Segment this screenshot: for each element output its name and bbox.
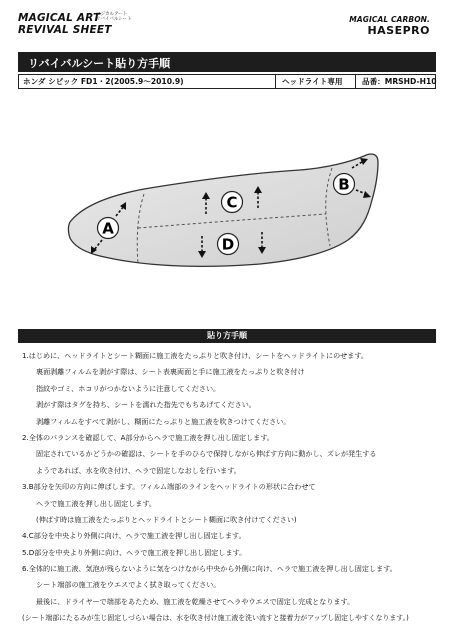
label-a xyxy=(98,218,119,239)
title-bar xyxy=(18,52,436,72)
section-title: 貼り方手順 xyxy=(207,331,247,340)
brand-left-line1: MAGICAL ART xyxy=(18,12,101,24)
instruction-line: シート端部の施工液をウエスでよく拭き取ってください。 xyxy=(36,580,221,590)
vehicle-model: ホンダ シビック FD1・2(2005.9〜2010.9) xyxy=(23,77,184,86)
instruction-line: ようであれば、水を吹き付け、ヘラで固定しなおしを行います。 xyxy=(36,465,241,475)
part-number: 品番：MRSHD-H10 xyxy=(355,75,442,88)
product-info-row xyxy=(18,74,436,89)
instruction-line: 剥離フィルムをすべて剥がし、糊面にたっぷりと施工液を吹きつけてください。 xyxy=(36,416,291,426)
label-b xyxy=(334,174,355,195)
label-c xyxy=(222,192,243,213)
brand-right-line2: HASEPRO xyxy=(367,24,430,37)
instruction-line: 裏面剥離フィルムを剥がす際は、シート表裏両面と手に施工液をたっぷりと吹き付け xyxy=(36,367,305,377)
instruction-line: 2.全体のバランスを確認して、A部分からヘラで施工液を押し出し固定します。 xyxy=(22,432,274,442)
instruction-line: (シート端部にたるみが生じ固定しづらい場合は、水を吹き付け施工液を洗い流すと接着力がアップし固定しやすくなります。) xyxy=(22,614,409,623)
instruction-line: 4.C部分を中央より外側に向け、ヘラで施工液を押し出し固定します。 xyxy=(22,531,246,541)
instruction-line: (伸ばす時は施工液をたっぷりとヘッドライトとシート糊面に吹き付けてください) xyxy=(36,514,297,524)
instruction-steps xyxy=(22,348,434,627)
brand-right-line1: MAGICAL CARBON. xyxy=(349,15,430,24)
instruction-line: 1.はじめに、ヘッドライトとシート糊面に施工液をたっぷりと吹き付け、シートをヘッドライトにのせます。 xyxy=(22,351,368,360)
brand-left-line2: REVIVAL SHEET xyxy=(18,24,112,36)
page-title: リバイバルシート貼り方手順 xyxy=(28,57,171,70)
label-c-text: C xyxy=(226,193,238,212)
magical-art-logo xyxy=(18,12,132,36)
label-d xyxy=(218,234,239,255)
instruction-line: 剥がす際はタグを持ち、シートを濡れた指先でもちあげてください。 xyxy=(36,400,256,410)
brand-left-small1: マジカルアート xyxy=(96,12,128,17)
brand-left-small2: リバイバルシート xyxy=(96,17,132,22)
label-a-text: A xyxy=(102,219,114,238)
instruction-line: ヘラで施工液を押し出し固定します。 xyxy=(36,498,157,508)
instruction-line: 6.全体的に施工液、気泡が残らないように気をつけながら中央から外側に向け、ヘラで施工液を押し出し固定します。 xyxy=(22,564,397,574)
section-header xyxy=(18,329,436,343)
hasepro-logo xyxy=(349,14,430,36)
instruction-line: 5.D部分を中央より外側に向け、ヘラで施工液を押し出し固定します。 xyxy=(22,547,247,557)
product-type: ヘッドライト専用 xyxy=(275,75,362,88)
instruction-line: 3.B部分を矢印の方向に伸ばします。フィルム端部のラインをヘッドライトの形状に合わせて xyxy=(22,482,316,492)
headlight-diagram xyxy=(60,140,396,280)
brand-left-small xyxy=(96,12,136,22)
label-d-text: D xyxy=(221,235,235,254)
instruction-line: 指紋やゴミ、ホコリがつかないように注意してください。 xyxy=(36,383,221,393)
instruction-line: 最後に、ドライヤーで端部をあたため、施工液を乾燥させてヘラやウエスで固定し完成となります。 xyxy=(36,596,355,606)
label-b-text: B xyxy=(338,175,350,194)
instruction-line: 固定されているかどうかの確認は、シートを手のひらで保持しながら伸ばす方向に動かし、ズレが発生する xyxy=(36,449,377,459)
